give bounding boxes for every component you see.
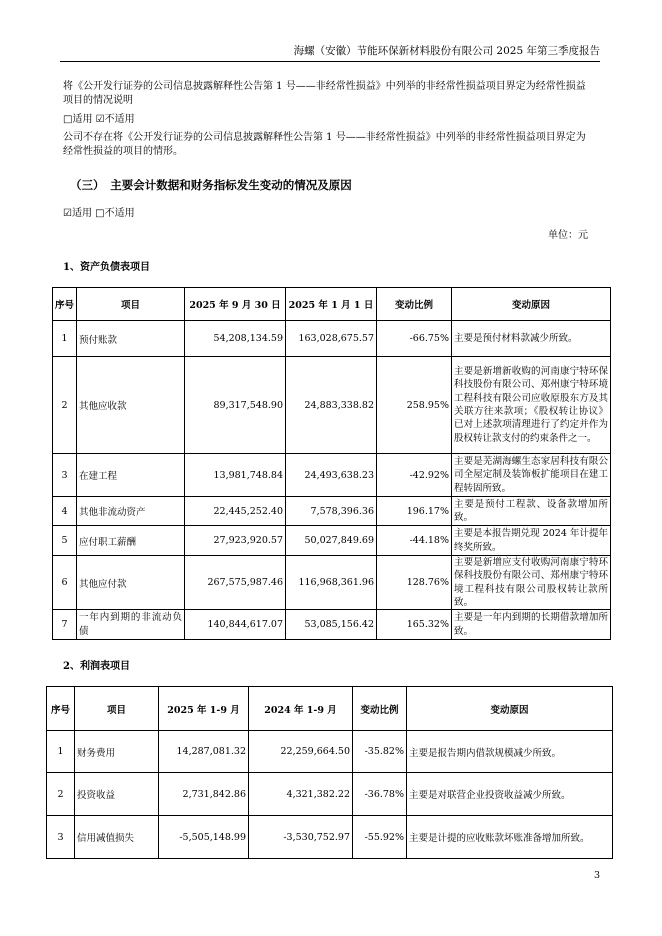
intro-line-2: 项目的情况说明 (63, 95, 133, 106)
row-value-prior: 50,027,849.69 (286, 526, 377, 556)
row-reason: 主要是报告期内借款规模减少所致。 (407, 731, 613, 773)
row-value-prior: 4,321,382.22 (249, 773, 353, 816)
balance-header-row (53, 288, 611, 321)
balance-heading: 1、资产负债表项目 (63, 262, 150, 273)
col-reason: 变动原因 (407, 687, 613, 731)
row-change-pct: -44.18% (377, 526, 452, 556)
table-row (53, 526, 611, 556)
row-value-current: -5,505,148.99 (159, 816, 249, 859)
col-item: 项目 (77, 288, 185, 321)
row-value-current: 89,317,548.90 (185, 357, 286, 454)
col-item: 项目 (75, 687, 159, 731)
row-item: 应付职工薪酬 (77, 526, 185, 556)
row-reason: 主要是预付材料款减少所致。 (452, 321, 611, 357)
table-row (53, 610, 611, 640)
section-title: （三） 主要会计数据和财务指标发生变动的情况及原因 (70, 178, 352, 192)
row-value-current: 13,981,748.84 (185, 454, 286, 497)
row-item: 预付账款 (77, 321, 185, 357)
intro-note-line-1: 公司不存在将《公开发行证券的公司信息披露解释性公告第 1 号——非经常性损益》中列举的非经常性损益项目界定为 (63, 132, 586, 143)
row-item: 其他应收款 (77, 357, 185, 454)
row-no: 3 (47, 816, 75, 859)
col-prior: 2024 年 1-9 月 (249, 687, 353, 731)
intro-note-line-2: 经常性损益的项目的情形。 (63, 146, 183, 157)
table-row (53, 556, 611, 610)
row-value-prior: -3,530,752.97 (249, 816, 353, 859)
intro-applicable-checkbox: □适用 ☑不适用 (63, 114, 135, 125)
row-value-current: 2,731,842.86 (159, 773, 249, 816)
row-change-pct: -36.78% (353, 773, 407, 816)
table-row (47, 731, 613, 773)
row-change-pct: -55.92% (353, 816, 407, 859)
row-value-current: 54,208,134.59 (185, 321, 286, 357)
col-change: 变动比例 (353, 687, 407, 731)
row-value-prior: 7,578,396.36 (286, 497, 377, 526)
row-change-pct: -42.92% (377, 454, 452, 497)
row-reason: 主要是本报告期兑现 2024 年计提年终奖所致。 (452, 526, 611, 556)
row-reason: 主要是计提的应收账款坏账准备增加所致。 (407, 816, 613, 859)
row-change-pct: 165.32% (377, 610, 452, 640)
row-no: 5 (53, 526, 77, 556)
row-value-prior: 22,259,664.50 (249, 731, 353, 773)
row-reason: 主要是新增新收购的河南康宁特环保科技股份有限公司、郑州康宁特环境工程科技有限公司应收原股东方及其关联方往来款项；《股权转让协议》已对上述款项清理进行了约定并作为股权转让款支付的约束条件之一。 (452, 357, 611, 454)
income-table (46, 686, 613, 859)
row-change-pct: -66.75% (377, 321, 452, 357)
row-no: 2 (47, 773, 75, 816)
col-reason: 变动原因 (452, 288, 611, 321)
row-value-current: 267,575,987.46 (185, 556, 286, 610)
row-no: 7 (53, 610, 77, 640)
intro-text (63, 80, 603, 108)
row-item: 财务费用 (75, 731, 159, 773)
row-value-prior: 24,883,338.82 (286, 357, 377, 454)
table-row (53, 321, 611, 357)
row-item: 一年内到期的非流动负债 (77, 610, 185, 640)
row-no: 2 (53, 357, 77, 454)
row-value-current: 27,923,920.57 (185, 526, 286, 556)
row-value-prior: 116,968,361.96 (286, 556, 377, 610)
row-item: 在建工程 (77, 454, 185, 497)
row-reason: 主要是一年内到期的长期借款增加所致。 (452, 610, 611, 640)
income-header-row (47, 687, 613, 731)
table-row (47, 816, 613, 859)
col-change: 变动比例 (377, 288, 452, 321)
row-no: 3 (53, 454, 77, 497)
income-heading: 2、利润表项目 (63, 661, 130, 672)
row-reason: 主要是预付工程款、设备款增加所致。 (452, 497, 611, 526)
row-no: 4 (53, 497, 77, 526)
row-reason: 主要是对联营企业投资收益减少所致。 (407, 773, 613, 816)
row-no: 1 (47, 731, 75, 773)
row-value-current: 22,445,252.40 (185, 497, 286, 526)
col-current: 2025 年 1-9 月 (159, 687, 249, 731)
table-row (53, 357, 611, 454)
row-change-pct: 258.95% (377, 357, 452, 454)
row-no: 1 (53, 321, 77, 357)
col-prior: 2025 年 1 月 1 日 (286, 288, 377, 321)
table-row (53, 454, 611, 497)
row-value-current: 14,287,081.32 (159, 731, 249, 773)
intro-note (63, 131, 603, 159)
row-value-prior: 163,028,675.57 (286, 321, 377, 357)
balance-table (52, 287, 611, 640)
row-no: 6 (53, 556, 77, 610)
row-item: 其他应付款 (77, 556, 185, 610)
row-item: 投资收益 (75, 773, 159, 816)
unit-label: 单位：元 (548, 230, 588, 241)
table-row (53, 497, 611, 526)
row-change-pct: 128.76% (377, 556, 452, 610)
section-applicable-checkbox: ☑适用 □不适用 (63, 208, 135, 219)
row-change-pct: -35.82% (353, 731, 407, 773)
col-no: 序号 (53, 288, 77, 321)
page-header (60, 43, 600, 62)
table-row (47, 773, 613, 816)
row-change-pct: 196.17% (377, 497, 452, 526)
row-item: 信用减值损失 (75, 816, 159, 859)
col-no: 序号 (47, 687, 75, 731)
row-value-current: 140,844,617.07 (185, 610, 286, 640)
intro-line-1: 将《公开发行证券的公司信息披露解释性公告第 1 号——非经常性损益》中列举的非经常性损益项目界定为经常性损益 (63, 81, 586, 92)
row-value-prior: 24,493,638.23 (286, 454, 377, 497)
row-item: 其他非流动资产 (77, 497, 185, 526)
row-value-prior: 53,085,156.42 (286, 610, 377, 640)
col-current: 2025 年 9 月 30 日 (185, 288, 286, 321)
report-title: 海螺（安徽）节能环保新材料股份有限公司 2025 年第三季度报告 (293, 45, 600, 57)
page-number: 3 (593, 870, 600, 881)
row-reason: 主要是芜湖海螺生态家居科技有限公司全屋定制及装饰板扩能项目在建工程转固所致。 (452, 454, 611, 497)
row-reason: 主要是新增应支付收购河南康宁特环保科技股份有限公司、郑州康宁特环境工程科技有限公司股权转让款所致。 (452, 556, 611, 610)
